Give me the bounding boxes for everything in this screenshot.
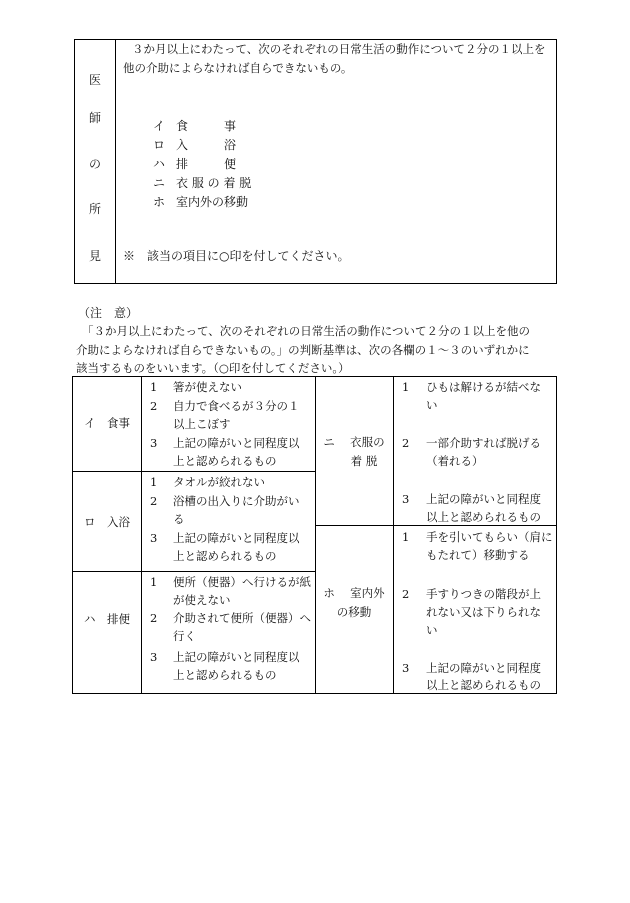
item-text: 以上と認められるもの xyxy=(426,510,541,524)
grid-line xyxy=(315,377,316,693)
grid-line xyxy=(73,471,315,472)
item-text: 上記の障がいと同程度以 xyxy=(173,650,300,664)
item-number: 3 xyxy=(150,650,158,664)
item-text: 手すりつきの階段が上 xyxy=(426,587,541,601)
criteria-line-2: 他の介助によらなければ自らできないもの。 xyxy=(123,61,353,75)
item-number: 2 xyxy=(402,436,410,450)
item-text: 以上と認められるもの xyxy=(426,678,541,692)
item-text: る xyxy=(173,512,185,526)
item-number: 1 xyxy=(402,380,410,394)
option-mark: ロ xyxy=(153,138,166,152)
option-mark: ニ xyxy=(153,176,166,190)
item-text: 上と認められるもの xyxy=(173,668,277,682)
item-text: 上記の障がいと同程度以 xyxy=(173,436,300,450)
item-text: ひもは解けるが結べな xyxy=(426,380,541,394)
item-number: 1 xyxy=(150,575,158,589)
category-label-dressing: 着 脱 xyxy=(350,454,378,468)
item-number: 1 xyxy=(150,475,158,489)
item-text: 介助されて便所（便器）へ xyxy=(173,611,311,625)
option-mark: ハ xyxy=(153,157,166,171)
grid-line xyxy=(393,377,394,693)
caution-line-1: 「３か月以上にわたって、次のそれぞれの日常生活の動作について２分の１以上を他の xyxy=(82,324,531,338)
caution-line-2: 介助によらなければ自らできないもの。」の判断基準は、次の各欄の１～３のいずれかに xyxy=(76,343,530,357)
item-text: 便所（便器）へ行けるが紙 xyxy=(173,575,311,589)
item-text: が使えない xyxy=(173,593,231,607)
grid-line xyxy=(141,377,142,693)
option-label: 室内外の移動 xyxy=(176,195,249,209)
item-text: れない又は下りられな xyxy=(426,605,541,619)
option-label: 衣 服 の 着 脱 xyxy=(176,176,252,190)
item-text: 浴槽の出入りに介助がい xyxy=(173,494,300,508)
side-label-char: の xyxy=(88,157,101,171)
option-label: 排 便 xyxy=(176,157,237,171)
caution-heading: （注 意） xyxy=(78,306,139,320)
item-text: 上記の障がいと同程度 xyxy=(426,492,541,506)
category-label-mobility: ホ 室内外 xyxy=(323,586,385,600)
physician-opinion-box xyxy=(74,39,557,284)
caution-line-3: 該当するものをいいます。（○印を付してください。） xyxy=(76,361,350,375)
item-number: 2 xyxy=(150,611,158,625)
item-text: 手を引いてもらい（肩に xyxy=(426,530,553,544)
category-label-excretion: ハ 排便 xyxy=(84,612,130,626)
side-label-char: 師 xyxy=(88,111,101,125)
item-text: い xyxy=(426,623,438,637)
item-text: 上記の障がいと同程度 xyxy=(426,661,541,675)
item-text: 行く xyxy=(173,629,196,643)
category-label-dressing: ニ 衣服の xyxy=(323,435,385,449)
item-text: 自力で食べるが３分の１ xyxy=(173,399,300,413)
item-text: 以上こぼす xyxy=(173,417,231,431)
item-text: 箸が使えない xyxy=(173,380,242,394)
criteria-table xyxy=(72,376,557,694)
category-label-bathing: ロ 入浴 xyxy=(84,515,130,529)
category-label-mobility: の移動 xyxy=(336,605,372,619)
mark-instruction: ※ 該当の項目に○印を付してください。 xyxy=(123,249,350,263)
item-number: 2 xyxy=(150,494,158,508)
item-text: い xyxy=(426,398,438,412)
side-label-char: 見 xyxy=(88,249,101,263)
grid-line xyxy=(73,571,315,572)
side-label-char: 所 xyxy=(88,202,101,216)
item-number: 1 xyxy=(402,530,410,544)
item-text: もたれて）移動する xyxy=(426,548,530,562)
item-text: （着れる） xyxy=(426,454,484,468)
category-label-eating: イ 食事 xyxy=(84,416,130,430)
criteria-line-1: ３か月以上にわたって、次のそれぞれの日常生活の動作について２分の１以上を xyxy=(132,42,546,56)
item-text: 上と認められるもの xyxy=(173,549,277,563)
item-number: 3 xyxy=(150,436,158,450)
box-divider xyxy=(115,40,116,283)
item-text: タオルが絞れない xyxy=(173,475,265,489)
item-number: 3 xyxy=(150,531,158,545)
option-label: 入 浴 xyxy=(176,138,237,152)
item-text: 一部介助すれば脱げる xyxy=(426,436,541,450)
item-text: 上と認められるもの xyxy=(173,454,277,468)
option-mark: ホ xyxy=(153,195,166,209)
item-text: 上記の障がいと同程度以 xyxy=(173,531,300,545)
option-label: 食 事 xyxy=(176,119,237,133)
item-number: 1 xyxy=(150,380,158,394)
item-number: 3 xyxy=(402,661,410,675)
item-number: 2 xyxy=(402,587,410,601)
item-number: 2 xyxy=(150,399,158,413)
option-mark: イ xyxy=(153,119,166,133)
side-label-char: 医 xyxy=(88,73,101,87)
item-number: 3 xyxy=(402,492,410,506)
